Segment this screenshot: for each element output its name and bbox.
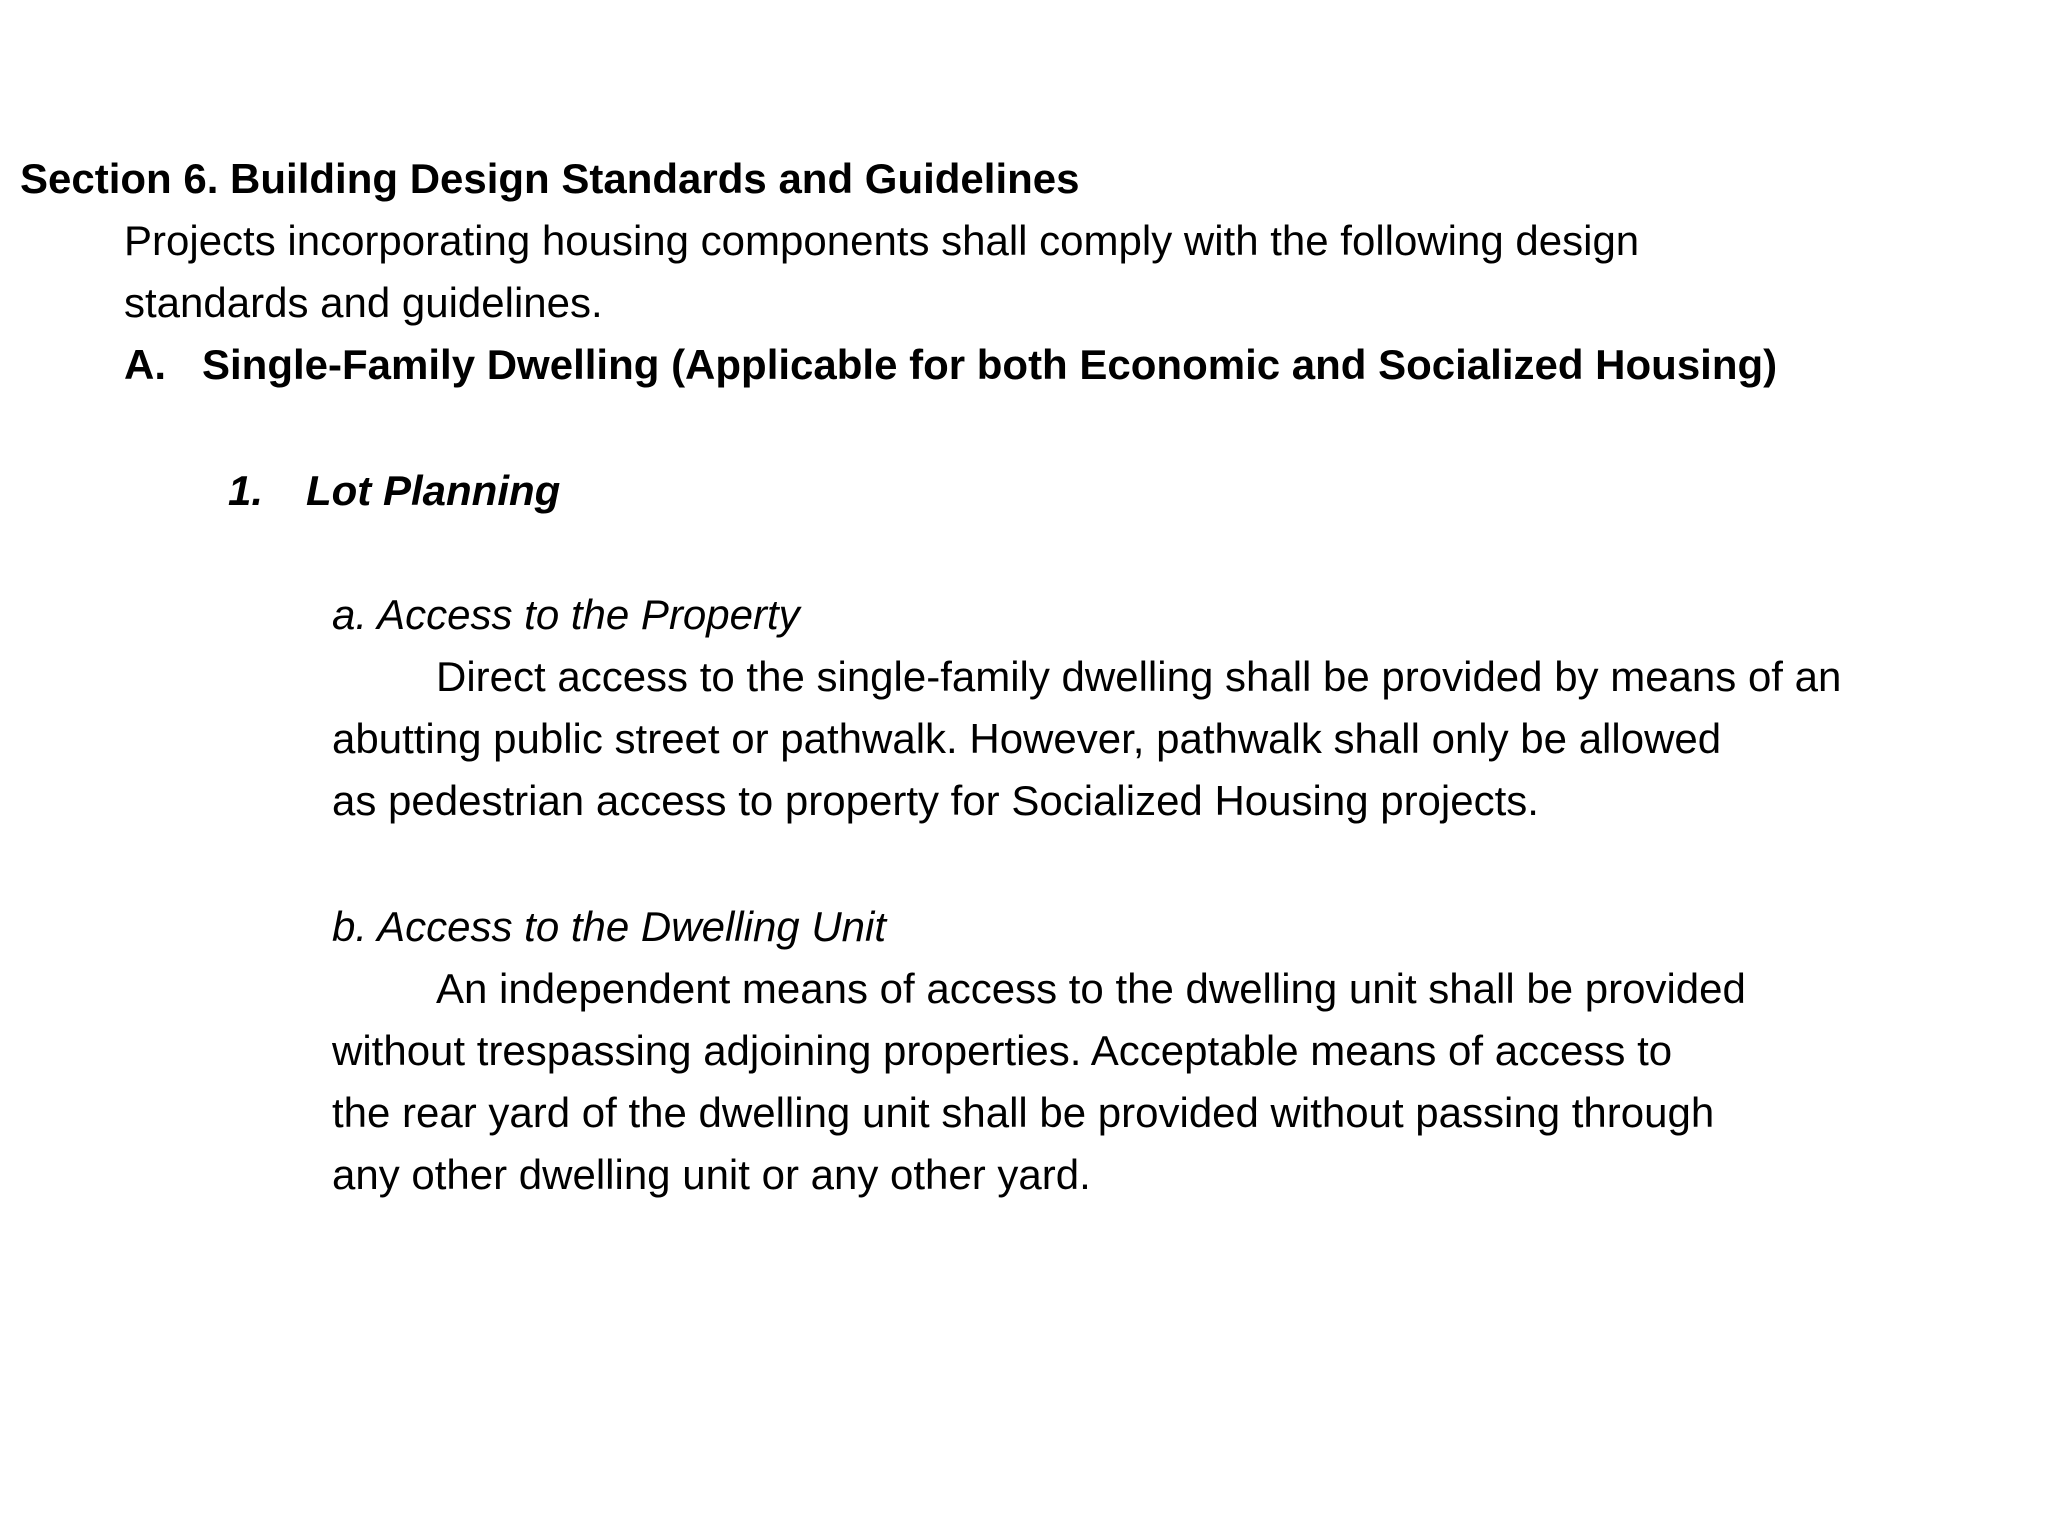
subsection-a-heading [124, 334, 1777, 396]
item-1-title: Lot Planning [306, 467, 561, 514]
item-1-heading [228, 460, 560, 522]
subsection-a-marker: A. [124, 341, 166, 388]
point-b-title: b. Access to the Dwelling Unit [332, 903, 887, 950]
point-a-line-3: as pedestrian access to property for Socialized Housing projects. [332, 777, 1539, 824]
point-b-line-3: the rear yard of the dwelling unit shall be provided without passing through [332, 1089, 1715, 1136]
point-b-line-2: without trespassing adjoining properties. Acceptable means of access to [332, 1027, 1673, 1074]
subsection-a-title: Single-Family Dwelling (Applicable for both Economic and Socialized Housing) [202, 341, 1778, 388]
point-a-line-1: Direct access to the single-family dwelling shall be provided by means of an [436, 653, 1842, 700]
point-a-line-2: abutting public street or pathwalk. However, pathwalk shall only be allowed [332, 715, 1722, 762]
point-a-title: a. Access to the Property [332, 591, 800, 638]
section-intro-line-1: Projects incorporating housing components shall comply with the following design [124, 217, 1640, 264]
section-heading: Section 6. Building Design Standards and Guidelines [20, 155, 1080, 202]
point-b-line-4: any other dwelling unit or any other yard. [332, 1151, 1091, 1198]
section-intro-line-2: standards and guidelines. [124, 279, 603, 326]
item-1-marker: 1. [228, 467, 264, 514]
point-b-line-1: An independent means of access to the dwelling unit shall be provided [436, 965, 1746, 1012]
